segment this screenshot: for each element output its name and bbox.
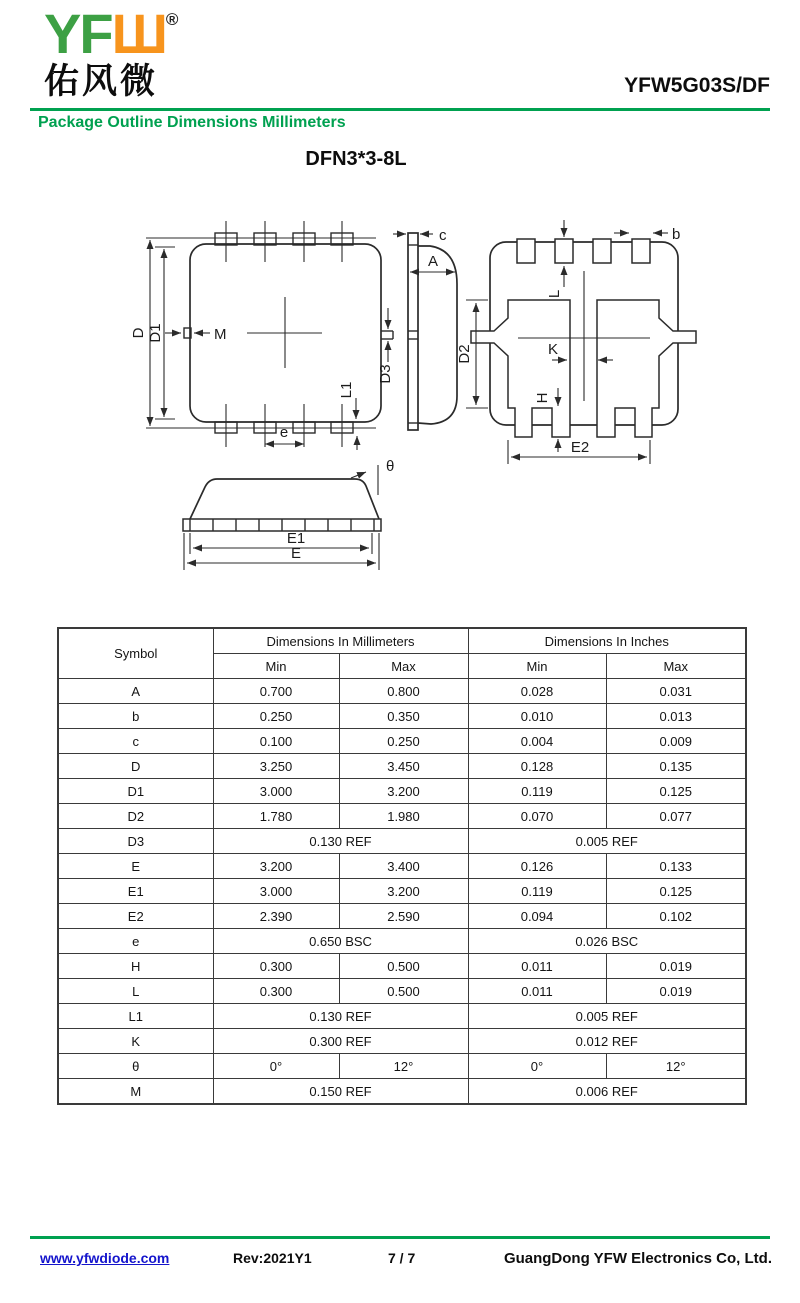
dim-label-L1: L1 <box>338 381 355 399</box>
top-view-drawing <box>130 221 394 450</box>
value-cell: 3.250 <box>213 754 339 779</box>
value-cell-merged: 0.026 BSC <box>468 929 746 954</box>
dim-label-e: e <box>279 424 289 441</box>
table-row <box>58 754 746 779</box>
symbol-cell: A <box>58 679 213 704</box>
value-cell: 3.200 <box>213 854 339 879</box>
table-row <box>58 854 746 879</box>
symbol-cell: K <box>58 1029 213 1054</box>
value-cell: 0.070 <box>468 804 606 829</box>
value-cell: 0.125 <box>606 779 746 804</box>
value-cell-merged: 0.006 REF <box>468 1079 746 1105</box>
value-cell: 0.011 <box>468 954 606 979</box>
bottom-view-right-pad <box>597 300 696 437</box>
symbol-cell: θ <box>58 1054 213 1079</box>
dim-label-A: A <box>427 253 439 270</box>
table-row <box>58 979 746 1004</box>
symbol-cell: e <box>58 929 213 954</box>
symbol-cell: D3 <box>58 829 213 854</box>
col-header-in-min: Min <box>468 654 606 679</box>
symbol-cell: H <box>58 954 213 979</box>
logo-yf-text: YF <box>44 2 112 65</box>
table-row <box>58 1029 746 1054</box>
value-cell-merged: 0.005 REF <box>468 829 746 854</box>
value-cell-merged: 0.150 REF <box>213 1079 468 1105</box>
section-title: Package Outline Dimensions Millimeters <box>38 114 346 131</box>
value-cell: 0° <box>468 1054 606 1079</box>
col-header-in-max: Max <box>606 654 746 679</box>
dim-label-D: D <box>130 327 147 339</box>
symbol-cell: D <box>58 754 213 779</box>
value-cell: 3.000 <box>213 879 339 904</box>
value-cell-merged: 0.130 REF <box>213 1004 468 1029</box>
value-cell: 0.028 <box>468 679 606 704</box>
bottom-view-drawing <box>456 220 696 464</box>
dim-label-K: K <box>547 341 559 358</box>
page-number: 7 / 7 <box>388 1250 416 1266</box>
part-number: YFW5G03S/DF <box>624 74 770 97</box>
col-header-mm-max: Max <box>339 654 468 679</box>
symbol-cell: E1 <box>58 879 213 904</box>
side-view-body-outline <box>418 246 457 424</box>
company-name: GuangDong YFW Electronics Co, Ltd. <box>503 1250 772 1267</box>
table-row <box>58 679 746 704</box>
value-cell-merged: 0.130 REF <box>213 829 468 854</box>
col-header-mm: Dimensions In Millimeters <box>213 628 468 654</box>
symbol-cell: E <box>58 854 213 879</box>
table-row <box>58 1079 746 1105</box>
logo-chinese-name: 佑风微 <box>44 62 159 102</box>
value-cell: 0.250 <box>213 704 339 729</box>
footer-divider <box>30 1236 770 1239</box>
table-row <box>58 779 746 804</box>
value-cell: 0.013 <box>606 704 746 729</box>
symbol-cell: M <box>58 1079 213 1105</box>
side-view-drawing <box>393 227 457 430</box>
symbol-cell: D1 <box>58 779 213 804</box>
value-cell: 0.500 <box>339 954 468 979</box>
col-header-symbol: Symbol <box>58 628 213 679</box>
symbol-cell: b <box>58 704 213 729</box>
value-cell: 0.009 <box>606 729 746 754</box>
symbol-cell: c <box>58 729 213 754</box>
value-cell: 2.390 <box>213 904 339 929</box>
symbol-cell: L1 <box>58 1004 213 1029</box>
website-link[interactable]: www.yfwdiode.com <box>40 1250 170 1266</box>
table-row <box>58 704 746 729</box>
table-row <box>58 804 746 829</box>
profile-view-drawing <box>183 458 394 570</box>
table-row <box>58 904 746 929</box>
bottom-view-left-pad <box>471 300 570 437</box>
value-cell: 1.980 <box>339 804 468 829</box>
value-cell: 0.500 <box>339 979 468 1004</box>
value-cell: 0.019 <box>606 954 746 979</box>
value-cell: 0.102 <box>606 904 746 929</box>
dim-label-E2: E2 <box>570 439 590 456</box>
value-cell: 0.077 <box>606 804 746 829</box>
top-view-top-pins <box>215 221 353 262</box>
value-cell: 0.300 <box>213 954 339 979</box>
value-cell-merged: 0.300 REF <box>213 1029 468 1054</box>
value-cell: 3.000 <box>213 779 339 804</box>
value-cell: 0.250 <box>339 729 468 754</box>
dimensions-table <box>57 627 747 1105</box>
dim-label-L: L <box>546 289 563 299</box>
value-cell: 0.004 <box>468 729 606 754</box>
value-cell: 0.135 <box>606 754 746 779</box>
value-cell: 0.031 <box>606 679 746 704</box>
table-row <box>58 879 746 904</box>
d3-tab <box>381 331 393 339</box>
dim-label-theta: θ <box>386 458 395 475</box>
package-name-title: DFN3*3-8L <box>305 148 407 170</box>
value-cell: 0.126 <box>468 854 606 879</box>
profile-body-outline <box>190 479 379 519</box>
value-cell: 0.800 <box>339 679 468 704</box>
value-cell: 0.100 <box>213 729 339 754</box>
value-cell-merged: 0.650 BSC <box>213 929 468 954</box>
table-header-row <box>58 628 746 654</box>
value-cell: 0.010 <box>468 704 606 729</box>
symbol-cell: E2 <box>58 904 213 929</box>
symbol-cell: D2 <box>58 804 213 829</box>
value-cell: 0.700 <box>213 679 339 704</box>
value-cell: 0.128 <box>468 754 606 779</box>
value-cell-merged: 0.012 REF <box>468 1029 746 1054</box>
value-cell: 0.125 <box>606 879 746 904</box>
value-cell: 12° <box>339 1054 468 1079</box>
dim-label-E1: E1 <box>286 530 306 547</box>
value-cell: 0.119 <box>468 879 606 904</box>
dim-label-D1: D1 <box>147 323 164 343</box>
dim-label-b: b <box>672 226 681 243</box>
value-cell: 0.119 <box>468 779 606 804</box>
table-row <box>58 729 746 754</box>
registered-trademark-symbol: ® <box>165 10 179 29</box>
symbol-cell: L <box>58 979 213 1004</box>
value-cell: 0.350 <box>339 704 468 729</box>
dim-label-E: E <box>290 545 302 562</box>
dim-label-D3: D3 <box>377 364 394 384</box>
table-row <box>58 954 746 979</box>
value-cell: 3.450 <box>339 754 468 779</box>
value-cell-merged: 0.005 REF <box>468 1004 746 1029</box>
dim-label-H: H <box>534 392 551 404</box>
table-row <box>58 1004 746 1029</box>
value-cell: 12° <box>606 1054 746 1079</box>
revision-label: Rev:2021Y1 <box>233 1250 312 1266</box>
dim-label-c: c <box>439 227 447 244</box>
value-cell: 1.780 <box>213 804 339 829</box>
value-cell: 2.590 <box>339 904 468 929</box>
table-row <box>58 1054 746 1079</box>
value-cell: 3.200 <box>339 779 468 804</box>
value-cell: 0.133 <box>606 854 746 879</box>
logo-w-glyph: Ш <box>111 2 166 65</box>
dim-label-D2: D2 <box>456 344 473 364</box>
col-header-inches: Dimensions In Inches <box>468 628 746 654</box>
table-row <box>58 929 746 954</box>
value-cell: 0.300 <box>213 979 339 1004</box>
value-cell: 3.200 <box>339 879 468 904</box>
value-cell: 0° <box>213 1054 339 1079</box>
value-cell: 3.400 <box>339 854 468 879</box>
dim-label-M: M <box>214 326 227 343</box>
value-cell: 0.011 <box>468 979 606 1004</box>
table-row <box>58 829 746 854</box>
value-cell: 0.094 <box>468 904 606 929</box>
value-cell: 0.019 <box>606 979 746 1004</box>
col-header-mm-min: Min <box>213 654 339 679</box>
